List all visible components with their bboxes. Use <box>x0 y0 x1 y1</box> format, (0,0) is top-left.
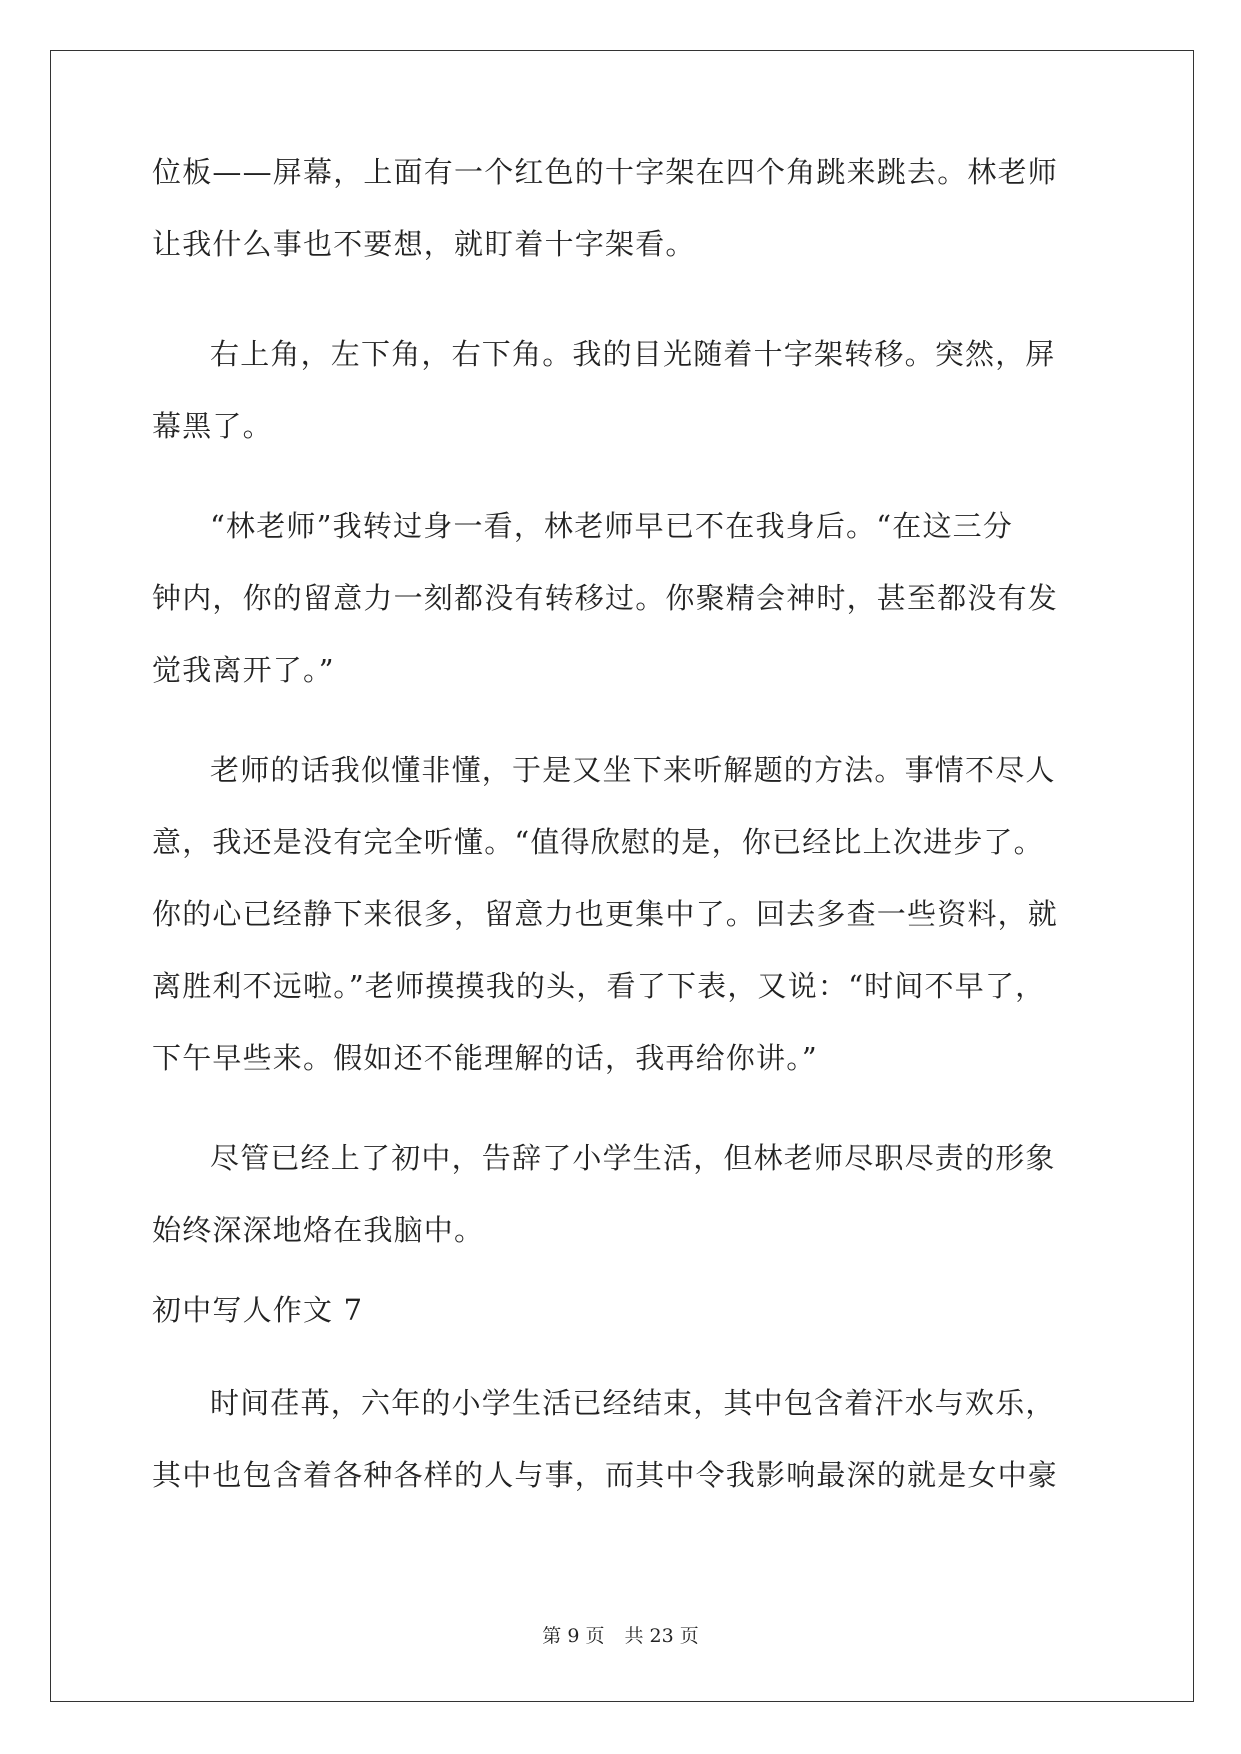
section-heading: 初中写人作文 7 <box>152 1293 364 1327</box>
text-line: 时间荏苒，六年的小学生活已经结束，其中包含着汗水与欢乐， <box>210 1386 1056 1420</box>
text-line: 幕黑了。 <box>152 409 273 443</box>
text-line: 尽管已经上了初中，告辞了小学生活，但林老师尽职尽责的形象 <box>210 1141 1056 1175</box>
text-line: 下午早些来。假如还不能理解的话，我再给你讲。” <box>152 1041 818 1075</box>
page-total: 共 23 页 <box>624 1625 699 1647</box>
text-line: “林老师”我转过身一看，林老师早已不在我身后。“在这三分 <box>210 509 1014 543</box>
text-line: 钟内，你的留意力一刻都没有转移过。你聚精会神时，甚至都没有发 <box>152 581 1059 615</box>
text-line: 右上角，左下角，右下角。我的目光随着十字架转移。突然，屏 <box>210 337 1056 371</box>
text-line: 其中也包含着各种各样的人与事，而其中令我影响最深的就是女中豪 <box>152 1458 1059 1492</box>
text-line: 位板——屏幕，上面有一个红色的十字架在四个角跳来跳去。林老师 <box>152 155 1059 189</box>
text-line: 意，我还是没有完全听懂。“值得欣慰的是，你已经比上次进步了。 <box>152 825 1044 859</box>
text-line: 老师的话我似懂非懂，于是又坐下来听解题的方法。事情不尽人 <box>210 753 1056 787</box>
text-line: 始终深深地烙在我脑中。 <box>152 1213 485 1247</box>
page-number: 第 9 页 <box>542 1625 605 1647</box>
text-line: 让我什么事也不要想，就盯着十字架看。 <box>152 227 696 261</box>
text-line: 你的心已经静下来很多，留意力也更集中了。回去多查一些资料，就 <box>152 897 1059 931</box>
text-line: 觉我离开了。” <box>152 653 335 687</box>
page-footer <box>0 1624 1241 1648</box>
text-line: 离胜利不远啦。”老师摸摸我的头，看了下表，又说：“时间不早了， <box>152 969 1046 1003</box>
